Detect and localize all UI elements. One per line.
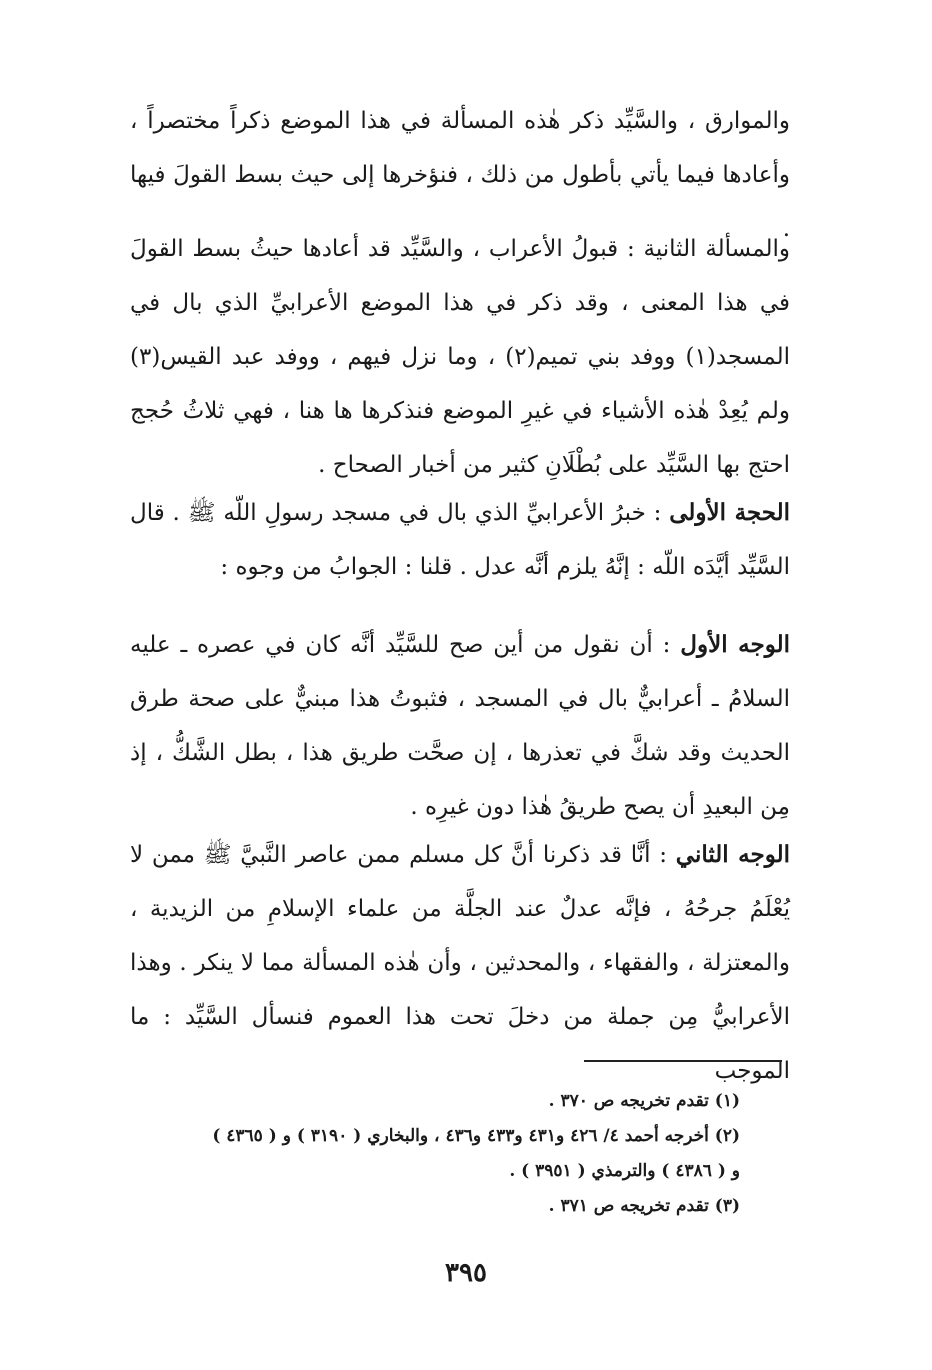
footnote-3: (٣) تقدم تخريجه ص ٣٧١ . <box>548 1196 740 1216</box>
page-number: ٣٩٥ <box>445 1258 487 1288</box>
paragraph-text: : خبرُ الأعرابيِّ الذي بال في مسجد رسولِ اللّه ﷺ . قال السَّيِّد أيَّدَه اللّه : إنَّهُ يلزم أنَّه عدل . قلنا : الجوابُ من وجوه : <box>130 500 790 580</box>
paragraph-second-issue <box>130 222 790 492</box>
paragraph-first-aspect <box>130 618 790 834</box>
paragraph-text: : أنَّا قد ذكرنا أنَّ كل مسلم ممن عاصر النَّبيَّ ﷺ ممن لا يُعْلَمُ جرحُهُ ، فإنَّه عدلٌ عند الجلَّة من علماء الإسلامِ من الزيدية ، والمعتزلة ، والفقهاء ، والمحدثين ، وأن هٰذه المسألة مما لا ينكر . وهذا الأعرابيُّ مِن جملة من دخلَ تحت هذا العموم فنسأل السَّيِّد : ما الموجب <box>130 842 790 1084</box>
paragraph-text: والمسألة الثانية : قبولُ الأعراب ، والسَّيِّد قد أعادها حيثُ بسط القولَ في هذا المعنى ، وقد ذكر في هذا الموضع الأعرابيِّ الذي بال في المسجد(١) ووفد بني تميم(٢) ، وما نزل فيهم ، ووفد عبد القيس(٣) ولم يُعِدْ هٰذه الأشياء في غيرِ الموضع فنذكرها ها هنا ، فهي ثلاثُ حُجج احتج بها السَّيِّد على بُطْلَانِ كثير من أخبار الصحاح . <box>130 236 790 478</box>
paragraph-first-argument <box>130 486 790 594</box>
footnotes <box>120 1084 740 1224</box>
footnote-divider <box>584 1060 782 1062</box>
paragraph-heading: الوجه الثاني <box>675 841 790 868</box>
footnote-1: (١) تقدم تخريجه ص ٣٧٠ . <box>548 1091 740 1111</box>
paragraph-body <box>130 486 790 594</box>
paragraph-second-aspect <box>130 828 790 1098</box>
paragraph-heading: الوجه الأول <box>680 631 790 658</box>
paragraph-body <box>130 828 790 1098</box>
paragraph-text: : أن نقول من أين صح للسَّيِّد أنَّه كان في عصره ـ عليه السلامُ ـ أعرابيٌّ بال في المسجد ، فثبوتُ هذا مبنيٌّ على صحة طرق الحديث وقد شكَّ في تعذرها ، إن صحَّت طريق هذا ، بطل الشَّكُّ ، إذ مِن البعيدِ أن يصح طريقُ هٰذا دون غيرِه . <box>130 632 790 820</box>
footnote-2-continuation: و ( ٤٣٨٦ ) والترمذي ( ٣٩٥١ ) . <box>509 1161 740 1181</box>
paragraph-heading: الحجة الأولى <box>669 499 790 526</box>
paragraph-body <box>130 618 790 834</box>
paragraph-text: والموارق ، والسَّيِّد ذكر هٰذه المسألة في هذا الموضع ذكراً مختصراً ، وأعادها فيما يأتي بأطول من ذلك ، فنؤخرها إلى حيث بسط القولَ فيها . <box>130 108 790 242</box>
footnote-2: (٢) أخرجه أحمد ٤/ ٤٢٦ و٤٣١ و٤٣٣ و٤٣٦ ، والبخاري ( ٣١٩٠ ) و ( ٤٣٦٥ ) <box>212 1126 740 1146</box>
